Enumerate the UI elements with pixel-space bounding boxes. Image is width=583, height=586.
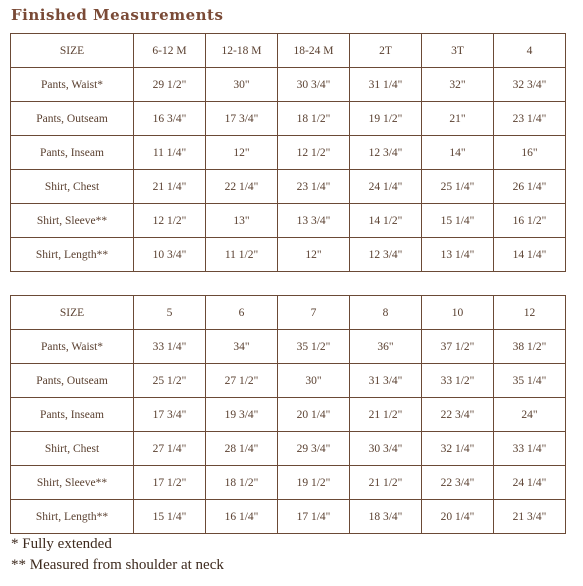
table-row bbox=[11, 68, 566, 102]
table-cell: 19 1/2" bbox=[278, 466, 350, 500]
table-cell: 30" bbox=[206, 68, 278, 102]
header-cell: 4 bbox=[494, 34, 566, 68]
row-label: Pants, Outseam bbox=[11, 364, 134, 398]
table-cell: 11 1/2" bbox=[206, 238, 278, 272]
header-cell: SIZE bbox=[11, 296, 134, 330]
header-cell: 6 bbox=[206, 296, 278, 330]
table-cell: 12 3/4" bbox=[350, 136, 422, 170]
table-row bbox=[11, 466, 566, 500]
table-row bbox=[11, 432, 566, 466]
row-label: Shirt, Sleeve** bbox=[11, 466, 134, 500]
table-cell: 23 1/4" bbox=[278, 170, 350, 204]
table-cell: 15 1/4" bbox=[134, 500, 206, 534]
header-cell: 6-12 M bbox=[134, 34, 206, 68]
table-cell: 14 1/4" bbox=[494, 238, 566, 272]
table-cell: 15 1/4" bbox=[422, 204, 494, 238]
header-cell: 8 bbox=[350, 296, 422, 330]
table-cell: 28 1/4" bbox=[206, 432, 278, 466]
table-row bbox=[11, 398, 566, 432]
row-label: Pants, Waist* bbox=[11, 68, 134, 102]
table-cell: 27 1/4" bbox=[134, 432, 206, 466]
table-cell: 18 1/2" bbox=[206, 466, 278, 500]
header-cell: 3T bbox=[422, 34, 494, 68]
measurements-table-2 bbox=[10, 295, 566, 534]
table-cell: 32" bbox=[422, 68, 494, 102]
table-row bbox=[11, 204, 566, 238]
table-cell: 24 1/4" bbox=[494, 466, 566, 500]
table-cell: 37 1/2" bbox=[422, 330, 494, 364]
table-cell: 19 1/2" bbox=[350, 102, 422, 136]
table-cell: 13 1/4" bbox=[422, 238, 494, 272]
table-cell: 20 1/4" bbox=[278, 398, 350, 432]
table-cell: 21 1/2" bbox=[350, 398, 422, 432]
table-cell: 25 1/4" bbox=[422, 170, 494, 204]
table-cell: 17 1/2" bbox=[134, 466, 206, 500]
table-cell: 21 1/4" bbox=[134, 170, 206, 204]
table-cell: 31 1/4" bbox=[350, 68, 422, 102]
table-header-row bbox=[11, 296, 566, 330]
table-cell: 13 3/4" bbox=[278, 204, 350, 238]
table-cell: 11 1/4" bbox=[134, 136, 206, 170]
footnotes bbox=[11, 534, 224, 576]
header-cell: SIZE bbox=[11, 34, 134, 68]
table-cell: 19 3/4" bbox=[206, 398, 278, 432]
table-cell: 33 1/2" bbox=[422, 364, 494, 398]
table-cell: 17 1/4" bbox=[278, 500, 350, 534]
table-cell: 12 1/2" bbox=[278, 136, 350, 170]
table-cell: 24 1/4" bbox=[350, 170, 422, 204]
table-cell: 14 1/2" bbox=[350, 204, 422, 238]
table-cell: 22 3/4" bbox=[422, 398, 494, 432]
measurements-table-1 bbox=[10, 33, 566, 272]
footnote-measured-from-shoulder: ** Measured from shoulder at neck bbox=[11, 557, 224, 573]
header-cell: 12 bbox=[494, 296, 566, 330]
table-cell: 17 3/4" bbox=[134, 398, 206, 432]
table-cell: 18 3/4" bbox=[350, 500, 422, 534]
row-label: Pants, Outseam bbox=[11, 102, 134, 136]
table-cell: 31 3/4" bbox=[350, 364, 422, 398]
table-cell: 21 3/4" bbox=[494, 500, 566, 534]
table-cell: 24" bbox=[494, 398, 566, 432]
table-cell: 30 3/4" bbox=[278, 68, 350, 102]
table-cell: 17 3/4" bbox=[206, 102, 278, 136]
table-cell: 34" bbox=[206, 330, 278, 364]
header-cell: 12-18 M bbox=[206, 34, 278, 68]
table-cell: 29 1/2" bbox=[134, 68, 206, 102]
header-cell: 18-24 M bbox=[278, 34, 350, 68]
table-cell: 35 1/4" bbox=[494, 364, 566, 398]
table-cell: 10 3/4" bbox=[134, 238, 206, 272]
table-cell: 20 1/4" bbox=[422, 500, 494, 534]
table-cell: 22 3/4" bbox=[422, 466, 494, 500]
table-cell: 29 3/4" bbox=[278, 432, 350, 466]
page-title: Finished Measurements bbox=[11, 6, 224, 24]
table-header-row bbox=[11, 34, 566, 68]
footnote-fully-extended: * Fully extended bbox=[11, 536, 112, 552]
row-label: Shirt, Length** bbox=[11, 500, 134, 534]
table-cell: 14" bbox=[422, 136, 494, 170]
header-cell: 2T bbox=[350, 34, 422, 68]
table-cell: 33 1/4" bbox=[494, 432, 566, 466]
table-cell: 12 3/4" bbox=[350, 238, 422, 272]
table-cell: 16 1/4" bbox=[206, 500, 278, 534]
header-cell: 7 bbox=[278, 296, 350, 330]
table-cell: 27 1/2" bbox=[206, 364, 278, 398]
table-row bbox=[11, 330, 566, 364]
header-cell: 5 bbox=[134, 296, 206, 330]
table-cell: 30 3/4" bbox=[350, 432, 422, 466]
row-label: Shirt, Chest bbox=[11, 170, 134, 204]
table-cell: 22 1/4" bbox=[206, 170, 278, 204]
table-cell: 16" bbox=[494, 136, 566, 170]
row-label: Shirt, Sleeve** bbox=[11, 204, 134, 238]
row-label: Shirt, Length** bbox=[11, 238, 134, 272]
table-row bbox=[11, 238, 566, 272]
table-cell: 21 1/2" bbox=[350, 466, 422, 500]
table-row bbox=[11, 102, 566, 136]
table-row bbox=[11, 170, 566, 204]
header-cell: 10 bbox=[422, 296, 494, 330]
table-cell: 38 1/2" bbox=[494, 330, 566, 364]
table-cell: 12" bbox=[278, 238, 350, 272]
table-cell: 36" bbox=[350, 330, 422, 364]
row-label: Shirt, Chest bbox=[11, 432, 134, 466]
table-cell: 12 1/2" bbox=[134, 204, 206, 238]
table-cell: 30" bbox=[278, 364, 350, 398]
table-cell: 25 1/2" bbox=[134, 364, 206, 398]
row-label: Pants, Inseam bbox=[11, 398, 134, 432]
table-row bbox=[11, 364, 566, 398]
table-cell: 32 1/4" bbox=[422, 432, 494, 466]
table-row bbox=[11, 136, 566, 170]
table-cell: 23 1/4" bbox=[494, 102, 566, 136]
table-cell: 32 3/4" bbox=[494, 68, 566, 102]
table-cell: 33 1/4" bbox=[134, 330, 206, 364]
row-label: Pants, Waist* bbox=[11, 330, 134, 364]
row-label: Pants, Inseam bbox=[11, 136, 134, 170]
table-cell: 18 1/2" bbox=[278, 102, 350, 136]
table-cell: 13" bbox=[206, 204, 278, 238]
table-cell: 16 3/4" bbox=[134, 102, 206, 136]
table-cell: 16 1/2" bbox=[494, 204, 566, 238]
table-cell: 35 1/2" bbox=[278, 330, 350, 364]
table-cell: 21" bbox=[422, 102, 494, 136]
table-cell: 12" bbox=[206, 136, 278, 170]
table-row bbox=[11, 500, 566, 534]
table-cell: 26 1/4" bbox=[494, 170, 566, 204]
